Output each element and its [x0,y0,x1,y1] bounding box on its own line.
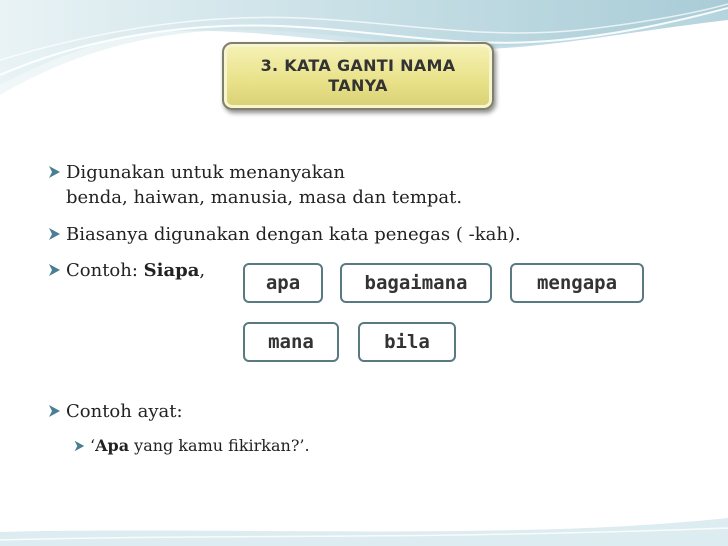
bullet-3-suffix: , [199,260,206,281]
bullet-2 [46,223,521,247]
bullet-3 [46,259,205,283]
chip-mengapa: mengapa [510,263,644,303]
arrow-bullet-icon [46,262,62,278]
arrow-bullet-icon [46,403,62,419]
title-line-2: TANYA [328,76,388,95]
title-box [222,42,494,110]
arrow-bullet-icon [72,439,86,453]
example-open-quote: ‘ [90,436,96,455]
bullet-3-bold: Siapa [143,260,200,281]
bullet-4-text: Contoh ayat: [66,401,183,422]
bullet-1-line-2: benda, haiwan, manusia, masa dan tempat. [66,187,463,208]
chip-apa: apa [243,263,323,303]
example-bold: Apa [95,436,130,455]
bullet-4 [46,400,183,424]
example-rest: yang kamu fikirkan?’. [129,436,310,455]
bullet-3-prefix: Contoh: [66,260,144,281]
bullet-2-text: Biasanya digunakan dengan kata penegas ( -kah). [66,224,521,245]
bullet-1-line-1: Digunakan untuk menanyakan [66,162,345,183]
bullet-1 [46,161,345,185]
title-line-1: 3. KATA GANTI NAMA [260,56,456,75]
chip-mana: mana [243,322,339,362]
chip-bagaimana: bagaimana [340,263,492,303]
arrow-bullet-icon [46,226,62,242]
sub-bullet-example [72,435,310,457]
chip-bila: bila [358,322,456,362]
arrow-bullet-icon [46,164,62,180]
